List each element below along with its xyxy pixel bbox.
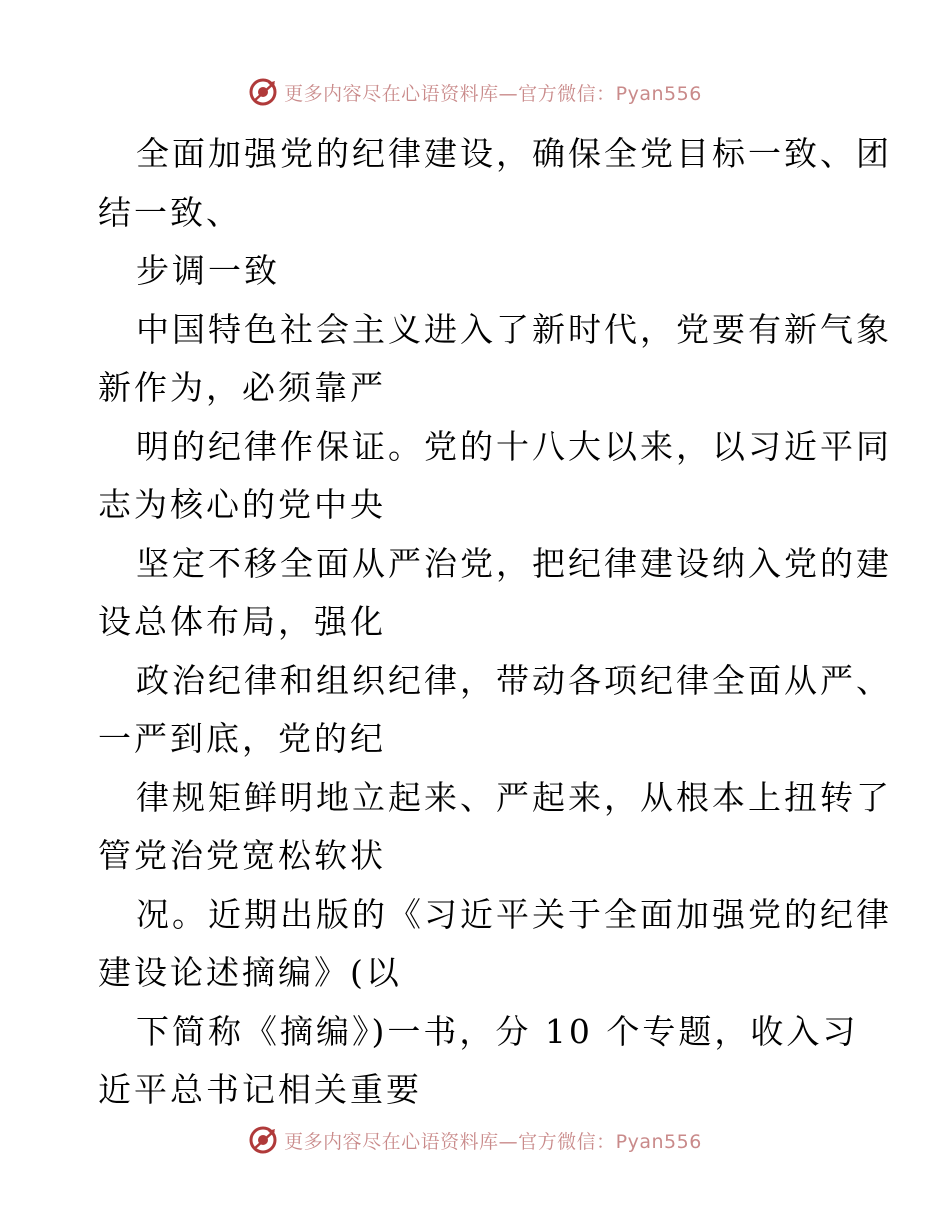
text-line: 管党治党宽松软状 xyxy=(98,836,386,875)
text-line: 建设论述摘编》(以 xyxy=(98,953,402,992)
quill-logo-icon xyxy=(248,77,278,107)
header-banner-text: 更多内容尽在心语资料库—官方微信：Pyan556 xyxy=(284,82,702,105)
text-line: 一严到底，党的纪 xyxy=(98,719,386,758)
text-line: 近平总书记相关重要 xyxy=(98,1070,422,1109)
text-line: 新作为，必须靠严 xyxy=(98,368,386,407)
text-line: 明的纪律作保证。党的十八大以来，以习近平同 xyxy=(136,426,892,466)
text-line: 志为核心的党中央 xyxy=(98,485,386,524)
footer-banner-text: 更多内容尽在心语资料库—官方微信：Pyan556 xyxy=(284,1130,702,1153)
text-line: 律规矩鲜明地立起来、严起来，从根本上扭转了 xyxy=(136,777,892,817)
text-line: 况。近期出版的《习近平关于全面加强党的纪律 xyxy=(136,894,892,934)
text-line: 中国特色社会主义进入了新时代，党要有新气象 xyxy=(136,309,892,349)
text-line: 步调一致 xyxy=(136,251,280,290)
text-line: 结一致、 xyxy=(98,192,242,232)
footer-banner xyxy=(0,1120,950,1160)
document-body xyxy=(98,125,892,1120)
text-line: 设总体布局，强化 xyxy=(98,602,386,641)
text-line: 全面加强党的纪律建设，确保全党目标一致、团 xyxy=(136,134,892,173)
header-banner xyxy=(0,72,950,112)
text-line: 坚定不移全面从严治党，把纪律建设纳入党的建 xyxy=(136,543,892,583)
quill-logo-icon xyxy=(248,1125,278,1155)
text-line: 下简称《摘编》)一书，分 10 个专题，收入习 xyxy=(136,1011,859,1051)
text-line: 政治纪律和组织纪律，带动各项纪律全面从严、 xyxy=(136,660,892,700)
